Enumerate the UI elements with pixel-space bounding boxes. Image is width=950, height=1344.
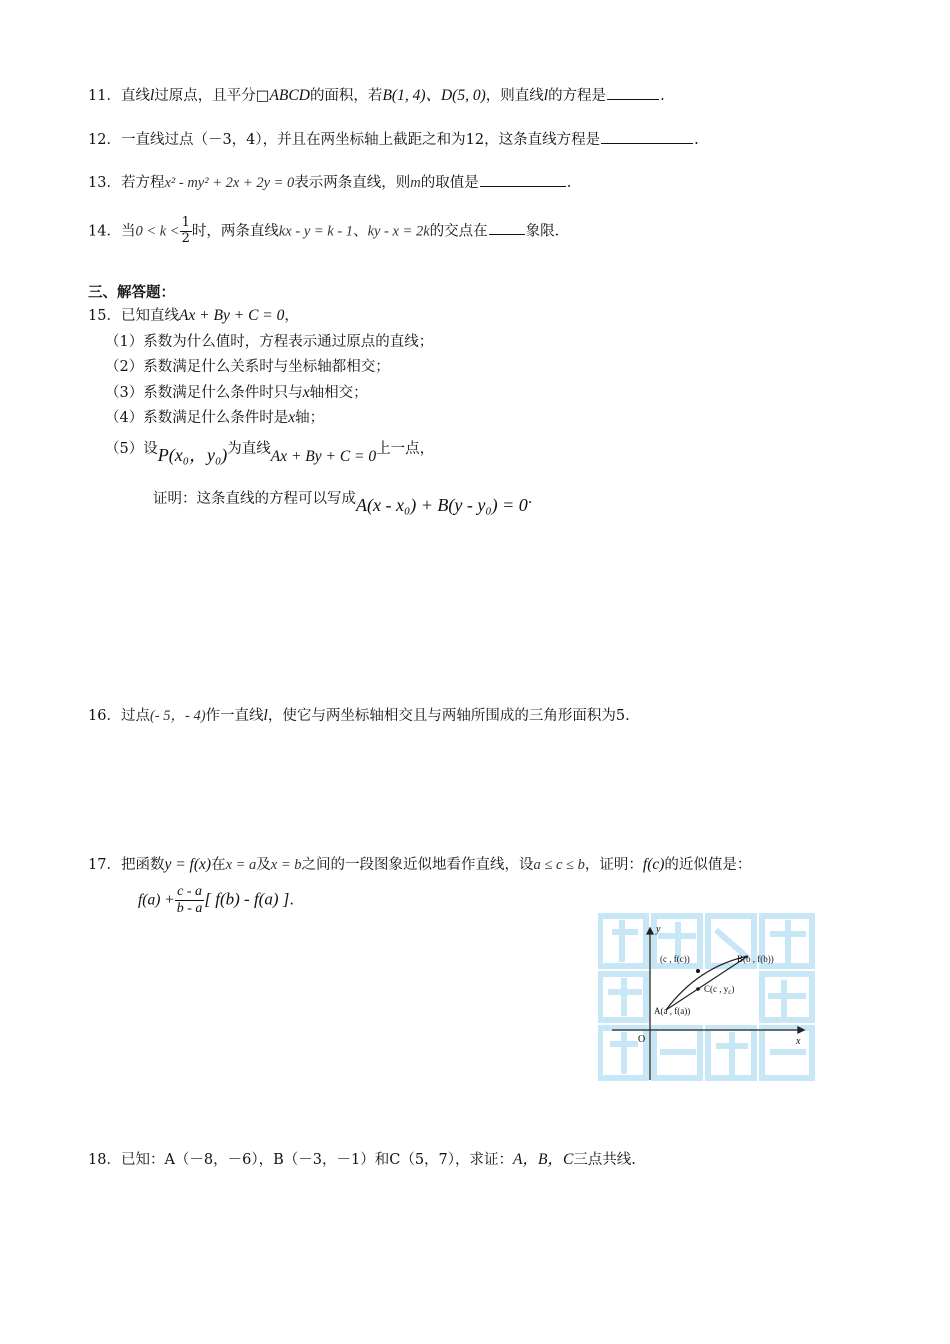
q17-function: y = f(x) [164, 856, 212, 873]
q13-text-3: 的取值是 [420, 175, 479, 191]
q17-formula-fa: f(a) + [138, 891, 175, 909]
q11-text-5: 的方程是 [548, 88, 607, 104]
q12-text: 一直线过点（－3，4），并且在两坐标轴上截距之和为12，这条直线方程是 [120, 132, 601, 148]
q17-condition: a ≤ c ≤ b [533, 857, 585, 873]
q15-part-3-x: x [302, 384, 310, 401]
question-11 [88, 85, 665, 106]
q14-equation-2: ky - x = 2k [367, 223, 430, 240]
q15-proof-text: 证明：这条直线的方程可以写成 [153, 491, 356, 507]
q13-m: m [410, 175, 421, 191]
q17-text-4: 之间的一段图象近似地看作直线，设 [301, 857, 534, 873]
q12-number: 12． [88, 132, 121, 148]
point-fc [696, 969, 700, 973]
q17-formula-end: . [289, 892, 294, 909]
q14-text-3: 的交点在 [429, 223, 488, 240]
q14-text-1: 当 [120, 223, 136, 240]
q17-fraction-denominator: b - a [176, 901, 203, 917]
q15-proof [153, 486, 533, 515]
q15-equation: Ax + By + C = 0 [178, 307, 285, 324]
label-c-close: ) [731, 984, 735, 994]
q16-text-1: 过点 [120, 708, 150, 724]
q15-part-3-text-a: （3）系数满足什么条件时只与 [105, 385, 303, 401]
question-15 [88, 306, 299, 326]
q13-equation: x² - my² + 2x + 2y = 0 [164, 175, 295, 191]
question-18 [88, 1150, 636, 1170]
q17-formula-bracket: [ f(b) - f(a) ] [204, 889, 290, 909]
q17-text-1: 把函数 [120, 857, 165, 873]
q18-number: 18． [88, 1152, 121, 1168]
q16-text-2: 作一直线 [205, 708, 264, 724]
watermark-grid [600, 916, 812, 1078]
q14-fraction-numerator: 1 [181, 215, 190, 230]
q16-text-3: ，使它与两坐标轴相交且与两轴所围成的三角形面积为5. [267, 708, 630, 724]
q11-points: B(1, 4)、D(5, 0) [382, 87, 486, 104]
q17-x-equals-a: x = a [225, 857, 257, 873]
q11-abcd: ABCD [269, 87, 310, 104]
q11-line-l-2: l [543, 87, 549, 104]
q15-proof-end: . [527, 491, 533, 507]
q15-part-4-text-a: （4）系数满足什么条件时是 [105, 410, 289, 426]
section-heading: 三、解答题： [88, 284, 175, 301]
q15-point-p: P(x₀，y₀) [157, 445, 228, 465]
question-13 [88, 172, 571, 193]
x-axis-label: x [796, 1036, 801, 1047]
q15-part-5-text-b: 为直线 [227, 441, 271, 457]
question-12 [88, 129, 699, 150]
watermark [600, 916, 812, 1078]
q14-fraction [180, 216, 192, 247]
q17-fraction-numerator: c - a [175, 884, 205, 901]
label-c-subscript: c [728, 988, 732, 996]
q13-number: 13． [88, 175, 121, 191]
question-16 [88, 706, 630, 726]
q13-answer-blank[interactable] [480, 172, 566, 187]
q11-text-3: 的面积，若 [309, 88, 383, 104]
q11-text-1: 直线 [120, 88, 150, 104]
q15-text-1: 已知直线 [120, 308, 179, 324]
q15-part-5 [105, 436, 435, 465]
q13-text-1: 若方程 [120, 175, 165, 191]
q14-condition: 0 < k < [135, 223, 180, 240]
q18-text-1: 已知：A（－8，－6），B（－3，－1）和C（5，7），求证： [120, 1152, 514, 1168]
q17-text-2: 在 [211, 857, 226, 873]
q14-answer-blank[interactable] [489, 220, 525, 235]
function-graph-figure [598, 912, 816, 1084]
q16-line-l: l [263, 707, 268, 724]
q14-separator: 、 [353, 223, 368, 240]
label-c-main: C(c , y [704, 984, 729, 994]
label-b: B(b , f(b)) [737, 954, 774, 964]
q15-part-4-x: x [288, 409, 296, 426]
point-c [696, 987, 700, 991]
question-17 [88, 855, 751, 875]
q17-x-equals-b: x = b [270, 857, 302, 873]
q15-part-4-text-b: 轴； [295, 410, 325, 426]
q15-part-4 [105, 408, 324, 428]
q11-text-2: 过原点，且平分 [154, 88, 256, 104]
q17-fc: f(c) [642, 856, 665, 873]
q17-formula [138, 884, 294, 917]
q17-formula-fraction [175, 884, 205, 917]
q16-number: 16． [88, 708, 121, 724]
q16-point: (- 5，- 4) [149, 708, 206, 724]
q15-part-3-text-b: 轴相交； [309, 385, 368, 401]
q18-text-2: 三点共线. [573, 1152, 636, 1168]
q15-part-5-text-c: 上一点， [376, 441, 435, 457]
origin-label: O [638, 1034, 646, 1045]
q15-proof-equation: A(x - x₀) + B(y - y₀) = 0 [356, 495, 528, 515]
q12-end: . [694, 132, 699, 148]
q17-number: 17． [88, 857, 121, 873]
q15-part-3 [105, 383, 368, 403]
q15-part-2: （2）系数满足什么关系时与坐标轴都相交； [105, 359, 390, 375]
q15-part-1: （1）系数为什么值时，方程表示通过原点的直线； [105, 334, 434, 350]
q13-end: . [566, 175, 572, 191]
label-a: A(a , f(a)) [654, 1006, 691, 1016]
q11-line-l: l [149, 87, 155, 104]
q15-part-5-text-a: （5）设 [105, 441, 158, 457]
q17-text-3: 及 [256, 857, 271, 873]
q11-text-4: ，则直线 [485, 88, 544, 104]
q14-equation-1: kx - y = k - 1 [278, 223, 354, 240]
q11-end: . [660, 88, 665, 104]
q14-fraction-denominator: 2 [181, 230, 190, 246]
q14-number: 14． [88, 223, 121, 240]
label-c-fc: (c , f(c)) [660, 954, 690, 964]
question-14 [88, 216, 559, 247]
y-axis-label: y [656, 924, 661, 935]
q14-text-4: 象限. [525, 223, 560, 240]
q15-text-2: ， [284, 308, 299, 324]
q11-number: 11． [88, 88, 121, 104]
q14-text-2: 时，两条直线 [191, 223, 279, 240]
parallelogram-symbol: □ [255, 88, 270, 104]
label-c [704, 984, 734, 996]
q18-points: A，B，C [513, 1151, 574, 1168]
q17-text-5: ，证明： [584, 857, 643, 873]
q12-answer-blank[interactable] [601, 129, 693, 144]
q15-number: 15． [88, 308, 121, 324]
q11-answer-blank[interactable] [607, 85, 659, 100]
q15-part-5-equation: Ax + By + C = 0 [270, 448, 377, 465]
q17-text-6: 的近似值是： [664, 857, 752, 873]
q13-text-2: 表示两条直线，则 [294, 175, 411, 191]
